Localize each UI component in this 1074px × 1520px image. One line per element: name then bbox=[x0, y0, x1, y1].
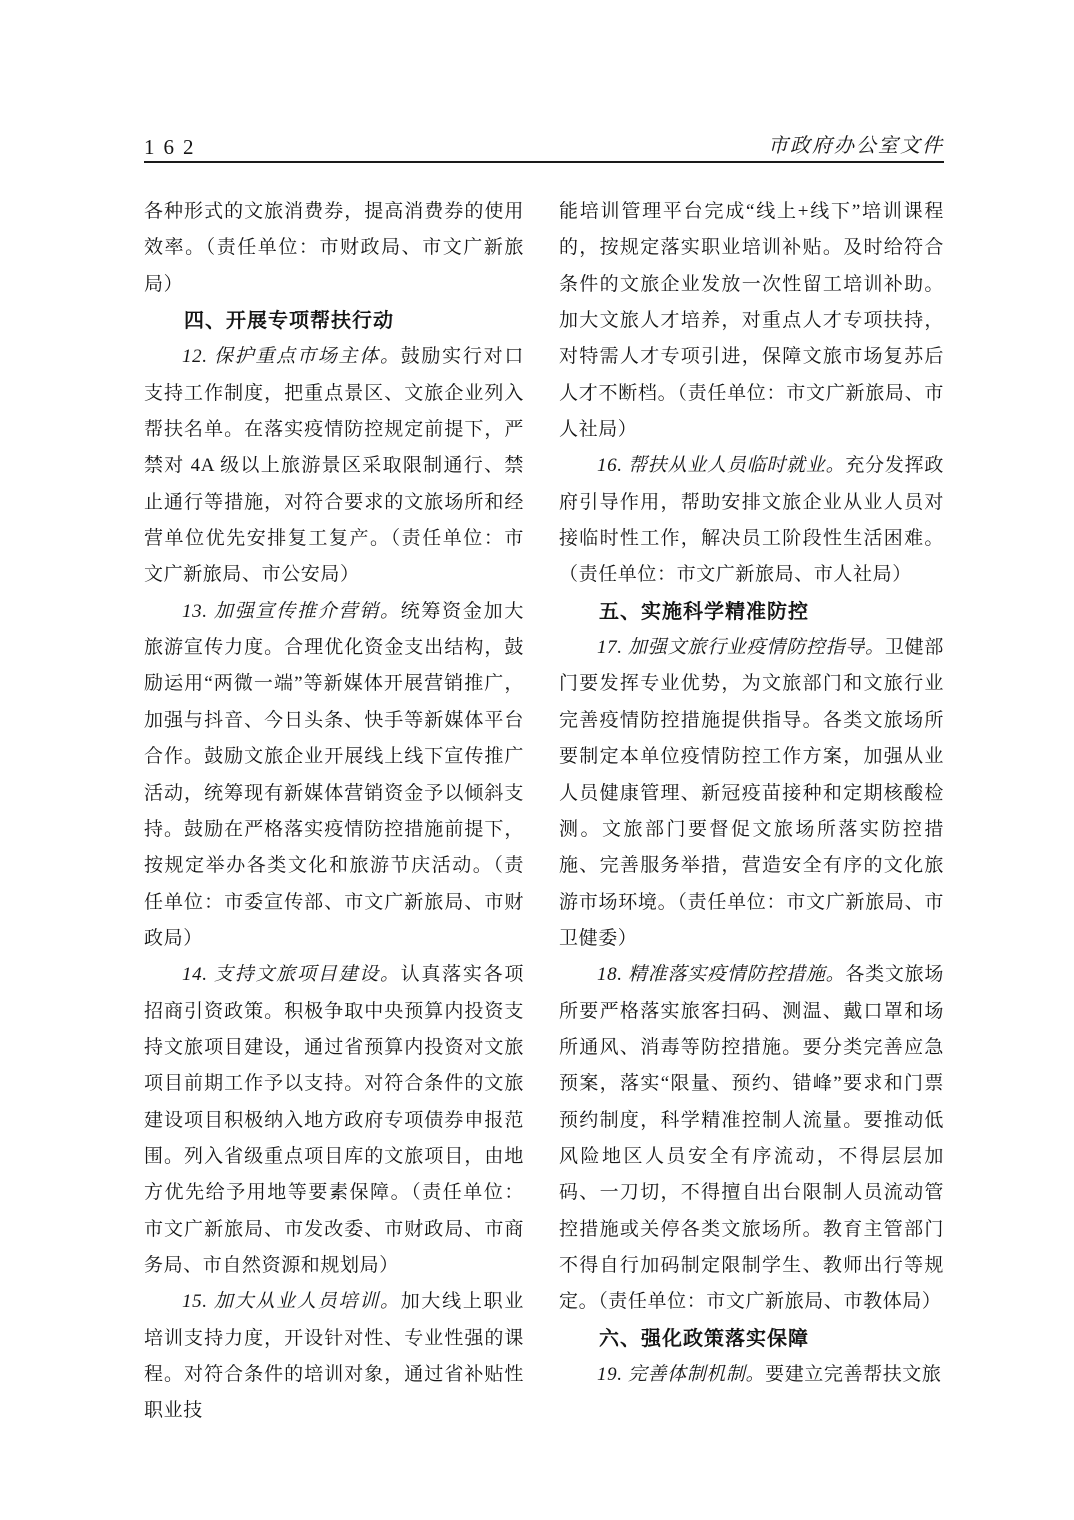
paragraph-lead-sentence: 13. 加强宣传推介营销。 bbox=[182, 600, 401, 622]
paragraph-lead-sentence: 19. 完善体制机制。 bbox=[597, 1364, 766, 1385]
paragraph-lead-sentence: 17. 加强文旅行业疫情防控指导。 bbox=[597, 637, 885, 659]
paragraph-text: 四、开展专项帮扶行动 bbox=[184, 310, 394, 333]
paragraph bbox=[144, 957, 524, 1284]
two-column-text-block bbox=[144, 194, 944, 1430]
paragraph-text: 要建立完善帮扶文旅 bbox=[765, 1364, 942, 1385]
paragraph-text: 六、强化政策落实保障 bbox=[599, 1327, 809, 1350]
paragraph-text: 五、实施科学精准防控 bbox=[599, 600, 809, 623]
paragraph bbox=[144, 194, 524, 303]
paragraph-text: 各种形式的文旅消费券，提高消费券的使用效率。（责任单位：市财政局、市文广新旅局） bbox=[144, 201, 524, 295]
paragraph bbox=[559, 194, 944, 448]
column-left bbox=[144, 194, 524, 1430]
paragraph-text: 加大线上职业培训支持力度，开设针对性、专业性强的课程。对符合条件的培训对象，通过省补贴性职业技 bbox=[144, 1291, 524, 1422]
page-header bbox=[144, 130, 944, 160]
column-right bbox=[559, 194, 944, 1430]
paragraph-text: 各类文旅场所要严格落实旅客扫码、测温、戴口罩和场所通风、消毒等防控措施。要分类完善应急预案，落实“限量、预约、错峰”要求和门票预约制度，科学精准控制人流量。要推动低风险地区人员安全有序流动，不得层层加码、一刀切，不得擅自出台限制人员流动管控措施或关停各类文旅场所。教育主管部门不得自行加码制定限制学生、教师出行等规定。（责任单位：市文广新旅局、市教体局） bbox=[559, 964, 944, 1313]
paragraph bbox=[559, 957, 944, 1320]
page-number: 162 bbox=[144, 135, 203, 159]
paragraph bbox=[144, 339, 524, 593]
section-heading bbox=[559, 1321, 944, 1357]
paragraph bbox=[144, 1284, 524, 1429]
paragraph-text: 充分发挥政府引导作用，帮助安排文旅企业从业人员对接临时性工作，解决员工阶段性生活困难。（责任单位：市文广新旅局、市人社局） bbox=[559, 455, 944, 586]
document-category-label: 市政府办公室文件 bbox=[768, 135, 944, 157]
paragraph-text: 鼓励实行对口支持工作制度，把重点景区、文旅企业列入帮扶名单。在落实疫情防控规定前提下，严禁对 4A 级以上旅游景区采取限制通行、禁止通行等措施，对符合要求的文旅场所和经营单位优先安排复工复产。（责任单位：市文广新旅局、市公安局） bbox=[144, 346, 524, 586]
paragraph-text: 卫健部门要发挥专业优势，为文旅部门和文旅行业完善疫情防控措施提供指导。各类文旅场所要制定本单位疫情防控工作方案，加强从业人员健康管理、新冠疫苗接种和定期核酸检测。文旅部门要督促文旅场所落实防控措施、完善服务举措，营造安全有序的文化旅游市场环境。（责任单位：市文广新旅局、市卫健委） bbox=[559, 637, 944, 949]
paragraph bbox=[559, 448, 944, 593]
paragraph-lead-sentence: 14. 支持文旅项目建设。 bbox=[182, 964, 401, 986]
paragraph-text: 统筹资金加大旅游宣传力度。合理优化资金支出结构，鼓励运用“两微一端”等新媒体开展营销推广，加强与抖音、今日头条、快手等新媒体平台合作。鼓励文旅企业开展线上线下宣传推广活动，统筹现有新媒体营销资金予以倾斜支持。鼓励在严格落实疫情防控措施前提下，按规定举办各类文化和旅游节庆活动。（责任单位：市委宣传部、市文广新旅局、市财政局） bbox=[144, 600, 524, 949]
paragraph-lead-sentence: 16. 帮扶从业人员临时就业。 bbox=[597, 455, 846, 477]
section-heading bbox=[144, 303, 524, 339]
paragraph-lead-sentence: 12. 保护重点市场主体。 bbox=[182, 346, 401, 368]
paragraph bbox=[144, 594, 524, 957]
paragraph bbox=[559, 630, 944, 957]
section-heading bbox=[559, 594, 944, 630]
paragraph-lead-sentence: 18. 精准落实疫情防控措施。 bbox=[597, 964, 846, 986]
header-divider-rule bbox=[144, 161, 944, 163]
paragraph-lead-sentence: 15. 加大从业人员培训。 bbox=[182, 1291, 401, 1313]
paragraph bbox=[559, 1357, 944, 1393]
paragraph-text: 认真落实各项招商引资政策。积极争取中央预算内投资支持文旅项目建设，通过省预算内投资对文旅项目前期工作予以支持。对符合条件的文旅建设项目积极纳入地方政府专项债券申报范围。列入省级重点项目库的文旅项目，由地方优先给予用地等要素保障。（责任单位：市文广新旅局、市发改委、市财政局、市商务局、市自然资源和规划局） bbox=[144, 964, 524, 1276]
paragraph-text: 能培训管理平台完成“线上+线下”培训课程的，按规定落实职业培训补贴。及时给符合条件的文旅企业发放一次性留工培训补助。加大文旅人才培养，对重点人才专项扶持，对特需人才专项引进，保障文旅市场复苏后人才不断档。（责任单位：市文广新旅局、市人社局） bbox=[559, 201, 944, 441]
